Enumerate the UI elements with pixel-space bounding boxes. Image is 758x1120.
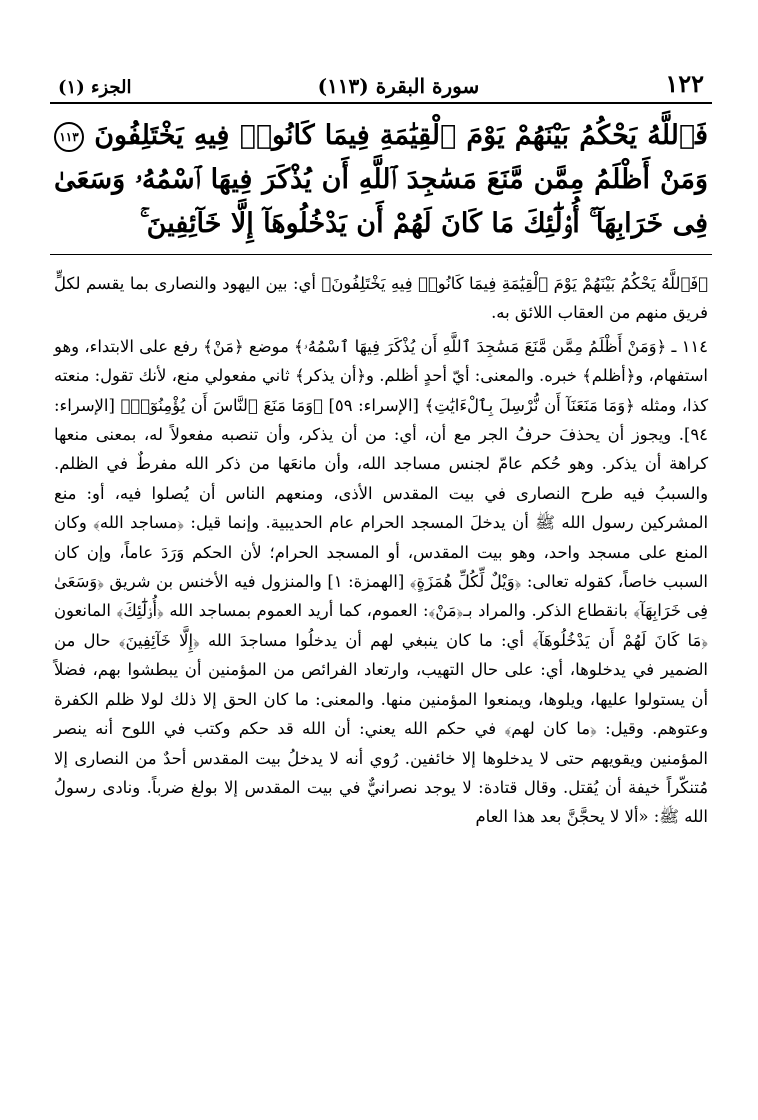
page-header xyxy=(50,58,712,104)
juz-label: الجزء (١) xyxy=(58,77,132,98)
section-divider xyxy=(50,254,712,255)
commentary-paragraph-1: ﴿فَٱللَّهُ يَحْكُمُ بَيْنَهُمْ يَوْمَ ٱلْقِيَٰمَةِ فِيمَا كَانُوا۟ فِيهِ يَخْتَلِفُونَ﴾ أي: بين اليهود والنصارى بما يقسم لكلٍّ فريق منهم من العقاب اللائق به. xyxy=(54,274,708,323)
commentary xyxy=(50,269,712,832)
verse-text-1: فَٱللَّهُ يَحْكُمُ بَيْنَهُمْ يَوْمَ ٱلْقِيَٰمَةِ فِيمَا كَانُوا۟ فِيهِ يَخْتَلِفُونَ xyxy=(94,120,708,151)
commentary-paragraph-2: ١١٤ ـ ﴿وَمَنْ أَظْلَمُ مِمَّن مَّنَعَ مَسَٰجِدَ ٱللَّهِ أَن يُذْكَرَ فِيهَا ٱسْمُهُۥ﴾ موضع ﴿مَنْ﴾ رفع على الابتداء، وهو استفهام، و﴿أظلم﴾ خبره. والمعنى: أيّ أحدٍ أظلم. و﴿أن يذكر﴾ ثاني مفعولي منع، لأنك تقول: منعته كذا، ومثله ﴿وَمَا مَنَعَنَآ أَن نُّرْسِلَ بِٱلْءَايَٰتِ﴾ [الإسراء: ٥٩] ﴿وَمَا مَنَعَ ٱلنَّاسَ أَن يُؤْمِنُوٓا۟﴾ [الإسراء: ٩٤]. ويجوز أن يحذفَ حرفُ الجر مع أن، أي: من أن يذكر، وأن تنصبه مفعولاً له، بمعنى منعها كراهة أن يذكر. وهو حُكم عامّ لجنس مساجد الله، وأن مانعَها من ذكر الله مفرطٌ في الظلم. والسببُ فيه طرح النصارى في بيت المقدس الأذى، ومنعهم الناس أن يُصلوا فيه، أو: منع المشركين رسول الله ﷺ أن يدخلَ المسجد الحرام عام الحديبية. وإنما قيل: ﴿مساجد الله﴾ وكان المنع على مسجد واحد، وهو بيت المقدس، أو المسجد الحرام؛ لأن الحكم وَرَدَ عاماً، وإن كان السبب خاصاً، كقوله تعالى: ﴿وَيْلٌ لِّكُلِّ هُمَزَةٍ﴾ [الهمزة: ١] والمنزول فيه الأخنس بن شريق ﴿وَسَعَىٰ فِى خَرَابِهَآ﴾ بانقطاع الذكر. والمراد بـ﴿مَنْ﴾: العموم، كما أريد العموم بمساجد الله ﴿أُو۟لَٰٓئِكَ﴾ المانعون ﴿مَا كَانَ لَهُمْ أَن يَدْخُلُوهَآ﴾ أي: ما كان ينبغي لهم أن يدخلُوا مساجدَ الله ﴿إِلَّا خَآئِفِينَ﴾ حال من الضمير في يدخلوها، أي: على حال التهيب، وارتعاد الفرائص من المؤمنين أن يبطشوا بهم، فضلاً أن يستولوا عليها، ويلوها، ويمنعوا المؤمنين منها. والمعنى: ما كان الحق إلا ذلك لولا ظلم الكفرة وعتوهم. وقيل: ﴿ما كان لهم﴾ في حكم الله يعني: أن الله قد حكم وكتب في اللوح أنه ينصر المؤمنين ويقويهم حتى لا يدخلوها إلا خائفين. رُوي أنه لا يدخلُ بيت المقدس أحدٌ من النصارى إلا مُتنكّراً خيفة أن يُقتل. وقال قتادة: لا يوجد نصرانيٌّ في بيت المقدس إلا بولغ ضرباً. ونادى رسولُ الله ﷺ: «ألا لا يحجَّنَّ بعد هذا العام xyxy=(54,336,709,827)
verse-number-mark: ١١٣ xyxy=(54,122,84,152)
verse-text-2: وَمَنْ أَظْلَمُ مِمَّن مَّنَعَ مَسَٰجِدَ ٱللَّهِ أَن يُذْكَرَ فِيهَا ٱسْمُهُۥ وَسَعَىٰ فِى خَرَابِهَآ ۚ أُو۟لَٰٓئِكَ مَا كَانَ لَهُمْ أَن يَدْخُلُوهَآ إِلَّا خَآئِفِينَ ۚ xyxy=(54,164,708,239)
book-page xyxy=(50,58,712,832)
page-number: ١٢٢ xyxy=(665,69,704,98)
sura-title: سورة البقرة (١١٣) xyxy=(317,74,480,98)
quran-verse xyxy=(50,114,712,246)
